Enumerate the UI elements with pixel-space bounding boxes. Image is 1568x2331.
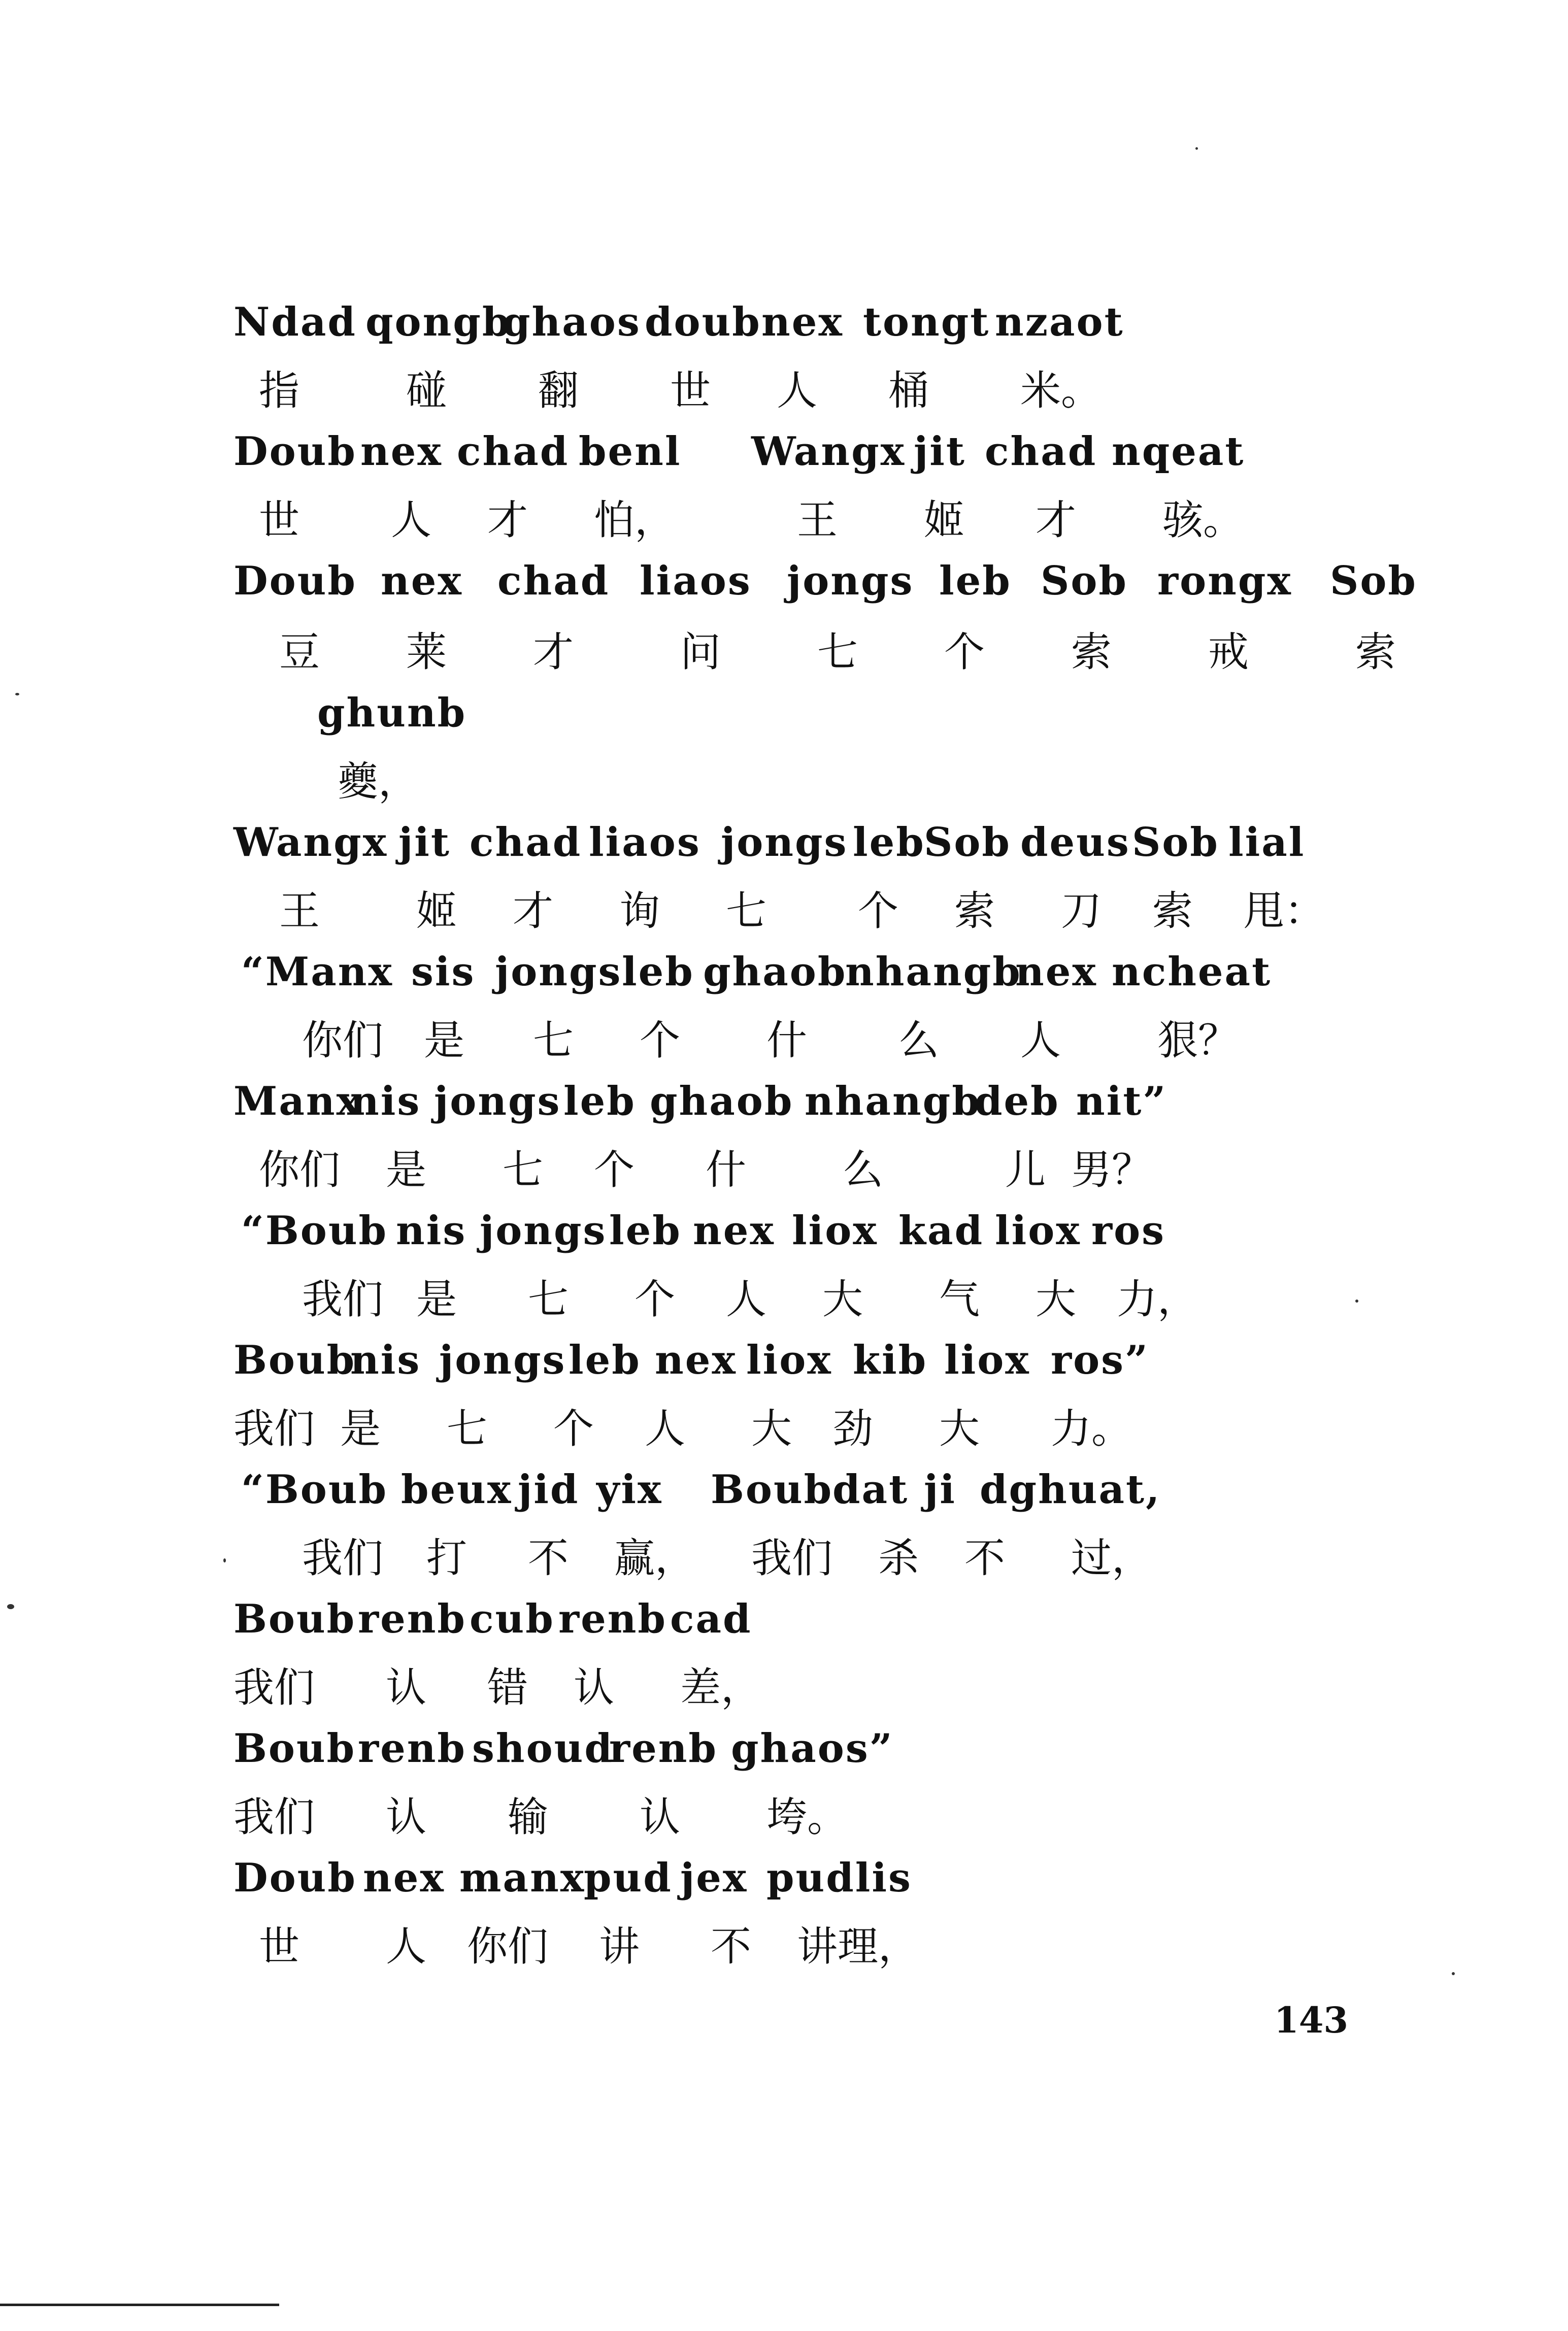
chinese-word: 是 (340, 1405, 381, 1452)
romanized-word: jongs (495, 949, 622, 995)
chinese-word: 怕， (594, 496, 675, 544)
romanized-word: Wangx (751, 428, 906, 475)
chinese-word: 大 (751, 1405, 792, 1452)
chinese-word: 个 (944, 628, 985, 676)
romanized-word: liaos (640, 558, 752, 604)
page-number: 143 (1274, 1999, 1349, 2041)
romanized-word: chad (457, 428, 570, 475)
romanized-word: “Boub (241, 1467, 388, 1513)
romanized-word: renb (358, 1596, 466, 1642)
chinese-word: 我们 (302, 1535, 383, 1582)
chinese-word: 刀 (1061, 887, 1102, 935)
chinese-word: 王 (279, 887, 320, 935)
romanized-word: ghaob (703, 949, 847, 995)
margin-speck (1195, 147, 1198, 150)
romanized-word: deb (975, 1078, 1060, 1124)
chinese-word: 气 (939, 1276, 980, 1323)
chinese-word: 人 (777, 367, 817, 414)
chinese-word: 莱 (406, 628, 447, 676)
chinese-word: 询 (619, 887, 660, 935)
romanized-word: Doub (233, 558, 357, 604)
romanized-word: renb (609, 1725, 718, 1772)
chinese-gloss-line (0, 1269, 1568, 1330)
romanized-word: manx (459, 1855, 586, 1901)
chinese-word: 骇。 (1162, 496, 1244, 544)
romanized-word: nex (363, 1855, 445, 1901)
romanized-word: Manx (233, 1078, 362, 1124)
chinese-word: 个 (594, 1146, 635, 1193)
chinese-word: 你们 (259, 1146, 340, 1193)
chinese-word: 翻 (538, 367, 579, 414)
chinese-word: 大 (822, 1276, 863, 1323)
chinese-word: 才 (533, 628, 574, 676)
chinese-word: 问 (680, 628, 721, 676)
romanized-word: Sob (1041, 558, 1128, 604)
romanized-word: Boub (233, 1725, 356, 1772)
romanized-line (0, 683, 1568, 744)
chinese-word: 劲 (832, 1405, 873, 1452)
romanized-word: Wangx (233, 819, 388, 865)
chinese-word: 我们 (751, 1535, 832, 1582)
romanized-word: nhangb (845, 949, 1022, 995)
romanized-line (0, 421, 1568, 482)
margin-speck (223, 1558, 226, 1562)
romanized-word: leb (563, 1078, 636, 1124)
chinese-word: 儿 (1005, 1146, 1046, 1193)
romanized-word: liox (792, 1208, 878, 1254)
chinese-word: 是 (416, 1276, 457, 1323)
romanized-word: sis (411, 949, 476, 995)
chinese-gloss-line (0, 622, 1568, 683)
chinese-word: 过， (1071, 1535, 1152, 1582)
chinese-gloss-line (0, 1916, 1568, 1977)
romanized-word: pudlis (766, 1855, 912, 1901)
chinese-word: 是 (386, 1146, 426, 1193)
romanized-word: ros (1091, 1208, 1166, 1254)
romanized-word: “Boub (241, 1208, 388, 1254)
romanized-word: ncheat (1112, 949, 1272, 995)
romanized-word: liaos (589, 819, 701, 865)
chinese-word: 什 (766, 1017, 807, 1064)
romanized-line (0, 1071, 1568, 1132)
chinese-word: 世 (670, 367, 711, 414)
chinese-word: 人 (1020, 1017, 1061, 1064)
romanized-word: nis (350, 1337, 421, 1383)
romanized-word: jongs (480, 1208, 607, 1254)
romanized-word: deus (1020, 819, 1130, 865)
romanized-word: chad (497, 558, 610, 604)
romanized-word: renb (358, 1725, 466, 1772)
romanized-word: jid (518, 1467, 580, 1513)
romanized-word: benl (579, 428, 682, 475)
romanized-word: nqeat (1112, 428, 1245, 475)
chinese-gloss-line (0, 1657, 1568, 1718)
chinese-word: 七 (533, 1017, 574, 1064)
chinese-word: 你们 (467, 1923, 548, 1970)
romanized-word: beux (401, 1467, 513, 1513)
chinese-word: 七 (447, 1405, 487, 1452)
romanized-word: Boub (711, 1467, 833, 1513)
romanized-word: nzaot (995, 299, 1124, 345)
romanized-word: chad (985, 428, 1097, 475)
romanized-word: kib (853, 1337, 928, 1383)
chinese-word: 你们 (302, 1017, 383, 1064)
chinese-word: 才 (1036, 496, 1076, 544)
romanized-line (0, 1201, 1568, 1261)
romanized-word: “Manx (241, 949, 393, 995)
chinese-word: 世 (259, 1923, 299, 1970)
chinese-word: 讲 (599, 1923, 640, 1970)
romanized-word: nis (350, 1078, 421, 1124)
chinese-word: 姬 (416, 887, 457, 935)
chinese-word: 个 (858, 887, 898, 935)
chinese-word: 大 (1036, 1276, 1076, 1323)
romanized-word: Boub (233, 1596, 356, 1642)
romanized-line (0, 1718, 1568, 1779)
chinese-gloss-line (0, 360, 1568, 421)
chinese-word: 打 (426, 1535, 467, 1582)
romanized-word: nit” (1076, 1078, 1167, 1124)
romanized-word: ros” (1051, 1337, 1149, 1383)
margin-speck (7, 1604, 14, 1609)
romanized-word: jongs (721, 819, 848, 865)
romanized-word: nis (396, 1208, 467, 1254)
chinese-gloss-line (0, 1787, 1568, 1848)
romanized-word: liox (995, 1208, 1081, 1254)
chinese-word: 垮。 (766, 1793, 848, 1841)
romanized-word: nex (761, 299, 844, 345)
romanized-word: jit (398, 819, 451, 865)
romanized-word: cub (470, 1596, 555, 1642)
chinese-gloss-line (0, 751, 1568, 812)
chinese-word: 豆 (279, 628, 320, 676)
chinese-gloss-line (0, 881, 1568, 942)
romanized-word: nex (1015, 949, 1097, 995)
romanized-word: nex (360, 428, 443, 475)
chinese-word: 才 (487, 496, 528, 544)
margin-speck (1452, 1972, 1455, 1975)
romanized-word: pud (584, 1855, 673, 1901)
chinese-gloss-line (0, 1528, 1568, 1589)
chinese-word: 个 (553, 1405, 594, 1452)
chinese-word: 是 (424, 1017, 464, 1064)
chinese-word: 七 (726, 887, 766, 935)
chinese-word: 索 (1355, 628, 1396, 676)
romanized-word: nex (693, 1208, 775, 1254)
romanized-word: lial (1228, 819, 1306, 865)
romanized-word: ghaob (650, 1078, 794, 1124)
chinese-word: 夔， (338, 758, 419, 805)
chinese-word: 人 (645, 1405, 685, 1452)
romanized-word: nhangb (805, 1078, 981, 1124)
chinese-word: 才 (513, 887, 553, 935)
romanized-word: leb (939, 558, 1012, 604)
chinese-word: 错 (487, 1664, 528, 1711)
chinese-gloss-line (0, 1140, 1568, 1201)
chinese-word: 讲理， (797, 1923, 919, 1970)
chinese-gloss-line (0, 1398, 1568, 1459)
chinese-word: 桶 (888, 367, 929, 414)
romanized-word: Sob (1132, 819, 1219, 865)
chinese-word: 不 (528, 1535, 569, 1582)
romanized-word: rongx (1157, 558, 1292, 604)
romanized-word: nex (381, 558, 463, 604)
romanized-line (0, 1848, 1568, 1909)
chinese-word: 索 (954, 887, 995, 935)
chinese-word: 碰 (406, 367, 447, 414)
chinese-word: 米。 (1020, 367, 1102, 414)
romanized-line (0, 812, 1568, 873)
romanized-line (0, 1589, 1568, 1650)
chinese-word: 差， (680, 1664, 761, 1711)
romanized-word: jongs (434, 1078, 561, 1124)
romanized-word: Sob (1330, 558, 1417, 604)
chinese-word: 索 (1071, 628, 1112, 676)
chinese-word: 七 (528, 1276, 569, 1323)
chinese-word: 认 (386, 1664, 426, 1711)
romanized-word: shoud (472, 1725, 614, 1772)
romanized-word: Doub (233, 1855, 357, 1901)
romanized-word: jongs (787, 558, 914, 604)
chinese-word: 王 (797, 496, 838, 544)
chinese-word: 认 (640, 1793, 680, 1841)
chinese-gloss-line (0, 1010, 1568, 1071)
chinese-word: 人 (726, 1276, 766, 1323)
romanized-line (0, 551, 1568, 612)
romanized-line (0, 292, 1568, 353)
chinese-word: 个 (640, 1017, 680, 1064)
chinese-word: 人 (391, 496, 431, 544)
chinese-word: 我们 (233, 1405, 315, 1452)
romanized-word: doub (645, 299, 761, 345)
romanized-word: renb (558, 1596, 667, 1642)
chinese-word: 输 (508, 1793, 548, 1841)
chinese-word: 大 (939, 1405, 980, 1452)
chinese-word: 我们 (302, 1276, 383, 1323)
chinese-word: 么 (898, 1017, 939, 1064)
romanized-word: leb (569, 1337, 641, 1383)
chinese-word: 姬 (924, 496, 964, 544)
romanized-word: dat (832, 1467, 909, 1513)
chinese-word: 认 (386, 1793, 426, 1841)
chinese-word: 七 (503, 1146, 543, 1193)
romanized-word: jex (680, 1855, 748, 1901)
chinese-word: 甩： (1244, 887, 1325, 935)
chinese-word: 力， (1117, 1276, 1198, 1323)
chinese-word: 赢， (614, 1535, 695, 1582)
chinese-word: 戒 (1208, 628, 1249, 676)
chinese-word: 狠？ (1157, 1017, 1239, 1064)
romanized-line (0, 1330, 1568, 1391)
chinese-word: 索 (1152, 887, 1193, 935)
romanized-word: ji (924, 1467, 956, 1513)
chinese-word: 我们 (233, 1793, 315, 1841)
romanized-word: leb (622, 949, 694, 995)
margin-speck (15, 693, 19, 695)
chinese-gloss-line (0, 490, 1568, 551)
romanized-word: dghuat, (980, 1467, 1161, 1513)
romanized-word: kad (898, 1208, 984, 1254)
chinese-word: 力。 (1051, 1405, 1132, 1452)
romanized-word: leb (853, 819, 925, 865)
chinese-word: 什 (706, 1146, 746, 1193)
romanized-word: Doub (233, 428, 357, 475)
romanized-word: jongs (439, 1337, 566, 1383)
chinese-word: 七 (817, 628, 858, 676)
margin-speck (1355, 1300, 1358, 1303)
chinese-word: 男？ (1071, 1146, 1152, 1193)
romanized-word: qongb (365, 299, 512, 345)
romanized-line (0, 1459, 1568, 1520)
chinese-word: 指 (259, 367, 299, 414)
romanized-word: chad (470, 819, 582, 865)
chinese-word: 个 (635, 1276, 675, 1323)
chinese-word: 认 (574, 1664, 614, 1711)
romanized-word: yix (596, 1467, 663, 1513)
romanized-word: ghaos (503, 299, 641, 345)
romanized-word: nex (655, 1337, 737, 1383)
romanized-word: Boub (233, 1337, 356, 1383)
romanized-word: Sob (924, 819, 1011, 865)
romanized-word: Ndad (233, 299, 357, 345)
romanized-word: ghunb (317, 690, 467, 736)
romanized-word: liox (944, 1337, 1030, 1383)
romanized-word: cad (670, 1596, 752, 1642)
romanized-word: ghaos” (731, 1725, 894, 1772)
bottom-rule (0, 2304, 279, 2306)
chinese-word: 不 (964, 1535, 1005, 1582)
romanized-word: jit (914, 428, 966, 475)
romanized-line (0, 942, 1568, 1003)
romanized-word: leb (609, 1208, 682, 1254)
romanized-word: tongt (863, 299, 990, 345)
romanized-word: liox (746, 1337, 832, 1383)
chinese-word: 人 (386, 1923, 426, 1970)
chinese-word: 杀 (878, 1535, 919, 1582)
chinese-word: 么 (843, 1146, 883, 1193)
chinese-word: 我们 (233, 1664, 315, 1711)
chinese-word: 不 (711, 1923, 751, 1970)
chinese-word: 世 (259, 496, 299, 544)
